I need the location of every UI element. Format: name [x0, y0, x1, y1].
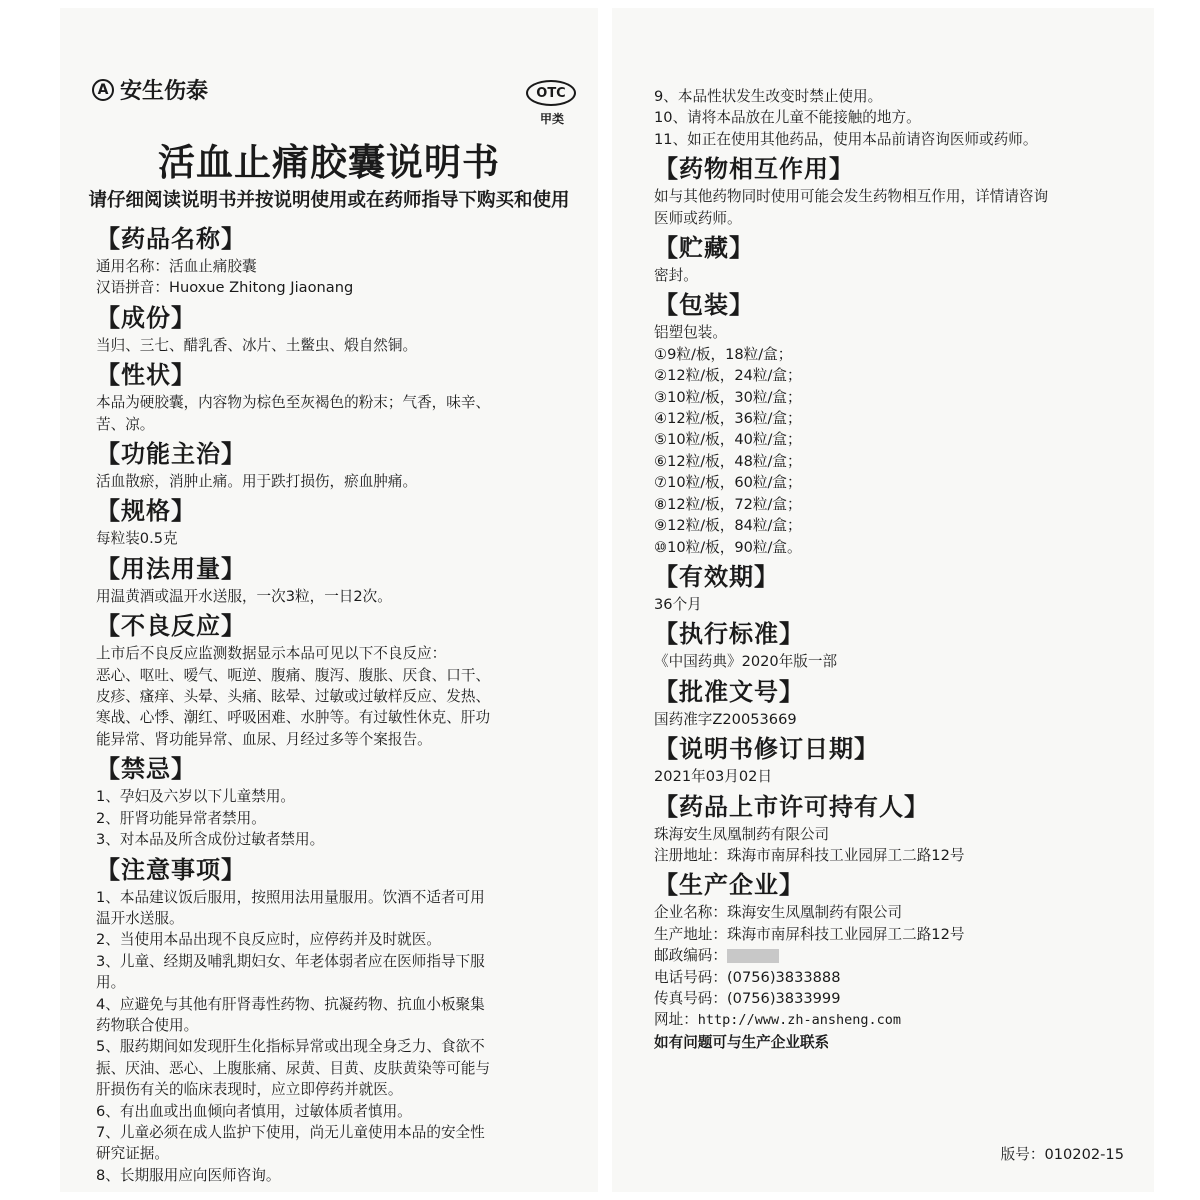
- section-drug-name: [96, 224, 574, 299]
- field-label: 网址：: [654, 1011, 698, 1029]
- field-label: 生产地址：: [654, 925, 727, 943]
- section-header: 【说明书修订日期】: [654, 735, 879, 764]
- company-row: [654, 902, 1134, 923]
- section-license-holder: [654, 792, 1134, 867]
- text-line: 10、请将本品放在儿童不能接触的地方。: [654, 109, 921, 127]
- document-subtitle: 请仔细阅读说明书并按说明使用或在药师指导下购买和使用: [88, 190, 570, 211]
- text-line: 3、对本品及所含成份过敏者禁用。: [96, 831, 325, 849]
- section-storage: [654, 233, 1134, 286]
- holder-name: 珠海安生凤凰制药有限公司: [654, 825, 830, 843]
- section-precautions: [96, 855, 574, 1187]
- text-line: 寒战、心悸、潮红、呼吸困难、水肿等。有过敏性休克、肝功: [96, 709, 491, 727]
- right-column: [654, 86, 1134, 1053]
- phone-number: (0756)3833888: [726, 968, 841, 986]
- text-line: 苦、凉。: [96, 415, 155, 433]
- field-label: 企业名称：: [654, 904, 727, 922]
- package-option: ⑨12粒/板，84粒/盒；: [654, 517, 802, 535]
- package-option: ④12粒/板，36粒/盒；: [654, 410, 802, 428]
- text-line: 温开水送服。: [96, 909, 184, 927]
- section-manufacturer: [654, 870, 1134, 1053]
- text-line: 每粒装0.5克: [96, 530, 178, 548]
- address-row: [654, 924, 1134, 945]
- text-line: 铝塑包装。: [654, 324, 727, 342]
- version-value: 010202-15: [1044, 1146, 1124, 1163]
- text-line: 研究证据。: [96, 1145, 169, 1163]
- section-header: 【药品名称】: [96, 225, 246, 253]
- section-header: 【禁忌】: [96, 755, 196, 784]
- package-option: ⑦10粒/板，60粒/盒；: [654, 474, 802, 492]
- field-label: 传真号码：: [654, 989, 727, 1007]
- field-label: 版号：: [1000, 1146, 1045, 1163]
- text-line: 用温黄酒或温开水送服，一次3粒，一日2次。: [96, 587, 392, 605]
- otc-badge: OTC: [526, 80, 576, 106]
- section-character: [96, 360, 574, 435]
- production-address: 珠海市南屏科技工业园屏工二路12号: [726, 925, 965, 943]
- section-specification: [96, 496, 574, 549]
- website-url: http://www.zh-ansheng.com: [697, 1012, 901, 1029]
- contact-note: 如有问题可与生产企业联系: [654, 1033, 830, 1051]
- text-line: 医师或药师。: [654, 209, 742, 227]
- section-header: 【贮藏】: [654, 234, 754, 263]
- text-line: 通用名称：活血止痛胶囊: [96, 258, 257, 275]
- section-header: 【规格】: [96, 497, 196, 526]
- section-approval-number: [654, 677, 1134, 730]
- package-option: ⑧12粒/板，72粒/盒；: [654, 495, 802, 513]
- section-header: 【执行标准】: [654, 620, 804, 649]
- text-line: 2、当使用本品出现不良反应时，应停药并及时就医。: [96, 931, 441, 949]
- package-option: ①9粒/板，18粒/盒；: [654, 345, 793, 363]
- postcode-row: [654, 945, 1134, 966]
- section-header: 【用法用量】: [96, 554, 246, 583]
- text-line: 肝损伤有关的临床表现时，应立即停药并就医。: [96, 1081, 403, 1099]
- package-option: ⑤10粒/板，40粒/盒；: [654, 431, 802, 449]
- text-line: 能异常、肾功能异常、血尿、月经过多等个案报告。: [96, 730, 432, 748]
- section-usage: [96, 554, 574, 607]
- package-option: ③10粒/板，30粒/盒；: [654, 388, 802, 406]
- brand-logo-icon: A: [92, 79, 114, 101]
- section-header: 【药品上市许可持有人】: [654, 792, 929, 821]
- leaflet-left-page: [60, 8, 598, 1192]
- section-header: 【批准文号】: [654, 677, 804, 706]
- section-revision-date: [654, 734, 1134, 787]
- text-line: 7、儿童必须在成人监护下使用，尚无儿童使用本品的安全性: [96, 1123, 485, 1141]
- section-header: 【药物相互作用】: [654, 155, 854, 184]
- text-line: 密封。: [654, 267, 698, 285]
- text-line: 36个月: [654, 595, 702, 613]
- section-validity: [654, 562, 1134, 615]
- text-line: 9、本品性状发生改变时禁止使用。: [654, 88, 883, 105]
- text-line: 5、服药期间如发现肝生化指标异常或出现全身乏力、食欲不: [96, 1038, 485, 1056]
- field-label: 注册地址：: [654, 846, 727, 864]
- section-header: 【包装】: [654, 291, 754, 320]
- holder-address-row: [654, 845, 1134, 866]
- section-precautions-continued: [654, 86, 1134, 150]
- fax-number: (0756)3833999: [726, 989, 841, 1007]
- fax-row: [654, 988, 1134, 1009]
- section-header: 【性状】: [96, 361, 196, 390]
- package-option: ⑥12粒/板，48粒/盒；: [654, 452, 802, 470]
- section-header: 【不良反应】: [96, 612, 246, 641]
- text-line: 国药准字Z20053669: [654, 710, 797, 728]
- website-row: [654, 1009, 1134, 1031]
- section-indications: [96, 439, 574, 492]
- field-label: 电话号码：: [654, 968, 727, 986]
- section-adverse-reactions: [96, 611, 574, 750]
- section-standard: [654, 619, 1134, 672]
- holder-address: 珠海市南屏科技工业园屏工二路12号: [726, 846, 965, 864]
- text-line: 1、本品建议饭后服用，按照用法用量服用。饮酒不适者可用: [96, 888, 485, 906]
- text-line: 活血散瘀，消肿止痛。用于跌打损伤，瘀血肿痛。: [96, 473, 418, 491]
- text-line: 如与其他药物同时使用可能会发生药物相互作用，详情请咨询: [654, 188, 1049, 206]
- text-line: 3、儿童、经期及哺乳期妇女、年老体弱者应在医师指导下服: [96, 952, 485, 970]
- text-line: 本品为硬胶囊，内容物为棕色至灰褐色的粉末；气香，味辛、: [96, 394, 491, 412]
- section-package: [654, 290, 1134, 557]
- text-line: 皮疹、瘙痒、头晕、头痛、眩晕、过敏或过敏样反应、发热、: [96, 688, 491, 706]
- redacted-postcode: [727, 949, 779, 963]
- package-option: ②12粒/板，24粒/盒；: [654, 367, 802, 385]
- version-number: [1001, 1143, 1124, 1164]
- text-line: 振、厌油、恶心、上腹胀痛、尿黄、目黄、皮肤黄染等可能与: [96, 1059, 491, 1077]
- leaflet-right-page: [612, 8, 1154, 1192]
- section-header: 【生产企业】: [654, 871, 804, 900]
- text-line: 当归、三七、醋乳香、冰片、土鳖虫、煅自然铜。: [96, 336, 418, 354]
- section-ingredients: [96, 303, 574, 356]
- text-line: 4、应避免与其他有肝肾毒性药物、抗凝药物、抗血小板聚集: [96, 995, 485, 1013]
- package-option: ⑩10粒/板，90粒/盒。: [654, 538, 802, 556]
- section-contraindications: [96, 754, 574, 850]
- text-line: 药物联合使用。: [96, 1016, 199, 1034]
- page-gutter: [598, 0, 612, 1200]
- field-label: 邮政编码：: [654, 947, 727, 965]
- section-header: 【成份】: [96, 303, 196, 332]
- text-line: 2、肝肾功能异常者禁用。: [96, 809, 266, 827]
- text-line: 汉语拼音：Huoxue Zhitong Jiaonang: [96, 279, 354, 297]
- brand-mark: [92, 74, 208, 105]
- text-line: 用。: [96, 974, 126, 992]
- left-column: [96, 220, 574, 1186]
- document-title: 活血止痛胶囊说明书: [158, 141, 500, 184]
- text-line: 8、长期服用应向医师咨询。: [96, 1166, 281, 1184]
- section-header: 【有效期】: [654, 562, 779, 591]
- text-line: 恶心、呕吐、嗳气、呃逆、腹痛、腹泻、腹胀、厌食、口干、: [96, 666, 491, 684]
- otc-class-label: 甲类: [540, 112, 565, 126]
- text-line: 《中国药典》2020年版一部: [654, 653, 838, 671]
- text-line: 6、有出血或出血倾向者慎用，过敏体质者慎用。: [96, 1102, 412, 1120]
- text-line: 11、如正在使用其他药品，使用本品前请咨询医师或药师。: [654, 130, 1038, 148]
- company-name: 珠海安生凤凰制药有限公司: [726, 904, 903, 922]
- brand-name: 安生伤泰: [120, 79, 209, 104]
- phone-row: [654, 967, 1134, 988]
- text-line: 2021年03月02日: [654, 768, 773, 786]
- section-header: 【功能主治】: [96, 440, 246, 469]
- section-interactions: [654, 154, 1134, 229]
- section-header: 【注意事项】: [96, 855, 246, 884]
- text-line: 1、孕妇及六岁以下儿童禁用。: [96, 788, 296, 806]
- text-line: 上市后不良反应监测数据显示本品可见以下不良反应：: [96, 645, 447, 663]
